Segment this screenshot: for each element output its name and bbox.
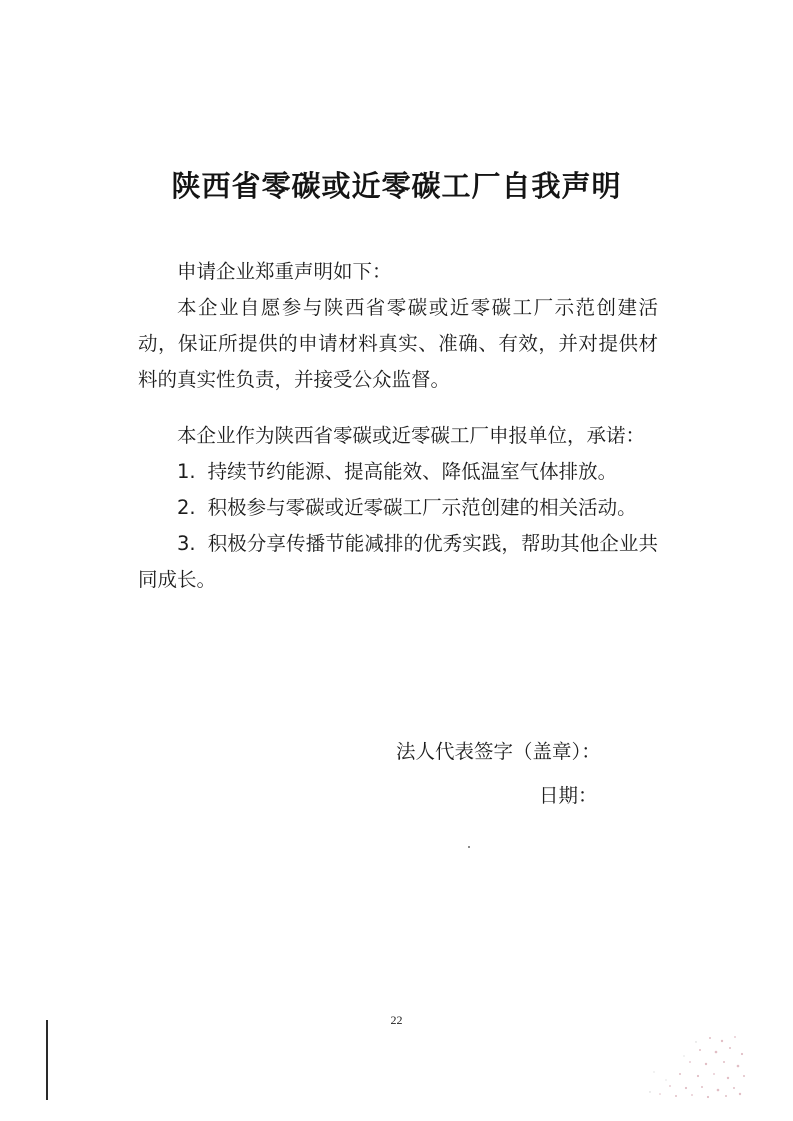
intro-paragraph xyxy=(138,254,658,290)
commitment-text: 积极参与零碳或近零碳工厂示范创建的相关活动。 xyxy=(207,496,637,519)
document-title: 陕西省零碳或近零碳工厂自我声明 xyxy=(171,169,622,203)
intro-text: 申请企业郑重声明如下： xyxy=(177,260,392,283)
commitment-list xyxy=(138,454,658,598)
date-label: 日期： xyxy=(539,784,598,807)
page-number: 22 xyxy=(390,1013,403,1027)
commitment-intro-text: 本企业作为陕西省零碳或近零碳工厂申报单位，承诺： xyxy=(177,424,646,447)
commitment-text: 积极分享传播节能减排的优秀实践，帮助其他企业共同成长。 xyxy=(138,532,658,591)
signature-label: 法人代表签字（盖章）： xyxy=(396,740,601,763)
declaration-text: 本企业自愿参与陕西省零碳或近零碳工厂示范创建活动，保证所提供的申请材料真实、准确、有效，并对提供材料的真实性负责，并接受公众监督。 xyxy=(138,296,658,391)
scan-speck xyxy=(468,846,470,848)
commitment-intro-paragraph xyxy=(138,418,658,454)
declaration-paragraph xyxy=(138,290,658,398)
stamp-residue-texture xyxy=(640,1032,750,1100)
commitment-item xyxy=(138,490,658,526)
commitment-number: 3. xyxy=(177,532,196,555)
commitment-item xyxy=(138,526,658,598)
commitment-item xyxy=(138,454,658,490)
scan-edge-line xyxy=(46,1020,48,1100)
commitment-number: 1. xyxy=(177,460,196,483)
commitment-number: 2. xyxy=(177,496,196,519)
commitment-text: 持续节约能源、提高能效、降低温室气体排放。 xyxy=(207,460,618,483)
